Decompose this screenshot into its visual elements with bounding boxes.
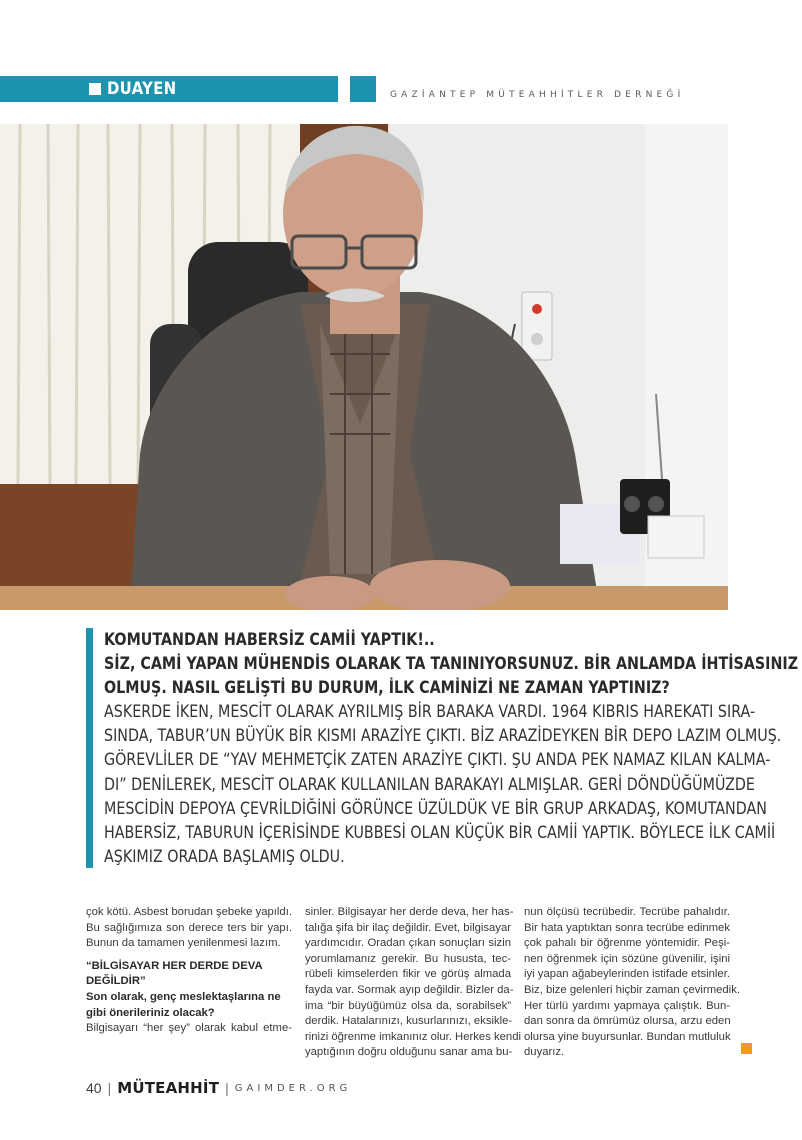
body-line: çok pahalı bir öğrenme yöntemidir. Peşi- (524, 937, 730, 950)
body-line: yaptığının doğru olduğunu sanar ama bu- (305, 1046, 513, 1059)
body-line: dan sonra da ömrümüz olursa, arzu eden (524, 1015, 731, 1028)
lead-answer-line: GÖREVLİLER DE “YAV MEHMETÇİK ZATEN ARAZİYE ÇIKTI. ŞU ANDA PEK NAMAZ KILAN KALMA- (104, 750, 771, 771)
header-accent-block (350, 76, 376, 102)
lead-answer-line: ASKERDE İKEN, MESCİT OLARAK AYRILMIŞ BİR BARAKA VARDI. 1964 KIBRIS HAREKATI SIRA- (104, 702, 756, 723)
lead-answer-line: HABERSİZ, TABURUN İÇERİSİNDE KUBBESİ OLAN KÜÇÜK BİR CAMİİ YAPTIK. BÖYLECE İLK CAMİİ (104, 822, 776, 843)
portrait-photo (0, 124, 728, 610)
body-line: Bu sağlığımıza son derece ters bir yapı. (86, 921, 292, 934)
body-line: rinizi öğrenme imkanınız olur. Herkes kendi (305, 1030, 521, 1043)
body-line: nen öğrenmek için sözüne güvenilir, işini (524, 952, 730, 965)
interview-question (86, 990, 292, 1021)
end-mark-square (741, 1043, 752, 1054)
lead-answer-line: DI” DENİLEREK, MESCİT OLARAK KULLANILAN BARAKAYI ALMIŞLAR. GERİ DÖNDÜĞÜMÜZDE (104, 774, 755, 795)
body-line: Her türlü yardımı yapmaya çalıştık. Bun- (524, 999, 730, 1012)
body-line: yorumlamanız gerekir. Bu hususta, tec- (305, 952, 511, 965)
body-line: Bir hata yaptıktan sonra tecrübe edinmek (524, 921, 730, 934)
lead-question-line: OLMUŞ. NASIL GELİŞTİ BU DURUM, İLK CAMİNİZİ NE ZAMAN YAPTINIZ? (104, 678, 670, 699)
lead-answer-line: SINDA, TABUR’UN BÜYÜK BİR KISMI ARAZİYE ÇIKTI. BİZ ARAZİDEYKEN BİR DEPO LAZIM OLMUŞ. (104, 726, 782, 747)
body-line: fayda var. Sormak ayıp değildir. Bizler da- (305, 983, 514, 996)
lead-question-line: SİZ, CAMİ YAPAN MÜHENDİS OLARAK TA TANINIYORSUNUZ. BİR ANLAMDA İHTİSASINIZ (104, 654, 799, 675)
body-line: sinler. Bilgisayar her derde deva, her has- (305, 906, 514, 918)
body-line: rübeli kimselerden fikir ve görüş almada (305, 968, 511, 981)
subheading (86, 959, 292, 990)
body-line: duyarız. (524, 1046, 565, 1059)
body-line: Bunun da tamamen yenilenmesi lazım. (86, 937, 281, 950)
lead-block (104, 628, 799, 869)
subheading-line: “BİLGİSAYAR HER DERDE DEVA (86, 959, 263, 972)
body-line: derdik. Hatalarınızı, kusurlarınızı, eksikle- (305, 1015, 513, 1028)
website-link[interactable]: GAIMDER.ORG (234, 1082, 352, 1094)
body-line: iyi yapan ağabeylerinden istifade etsinler. (524, 968, 730, 981)
question-line: gibi önerileriniz olacak? (86, 1006, 215, 1019)
text-column-1 (86, 905, 292, 1037)
lead-answer-line: AŞKIMIZ ORADA BAŞLAMIŞ OLDU. (104, 846, 345, 867)
lead-question-line: KOMUTANDAN HABERSİZ CAMİİ YAPTIK!.. (104, 630, 435, 650)
body-line: olursa yine buyursunlar. Bundan mutluluk (524, 1030, 731, 1043)
footer-separator: | (107, 1080, 112, 1096)
text-column-2 (305, 905, 521, 1061)
body-line: çok kötü. Asbest borudan şebeke yapıldı. (86, 906, 292, 918)
organization-name: GAZİANTEP MÜTEAHHİTLER DERNEĞİ (390, 90, 685, 100)
body-line: Biz, bize gelenleri hiçbir zaman çevirmedik. (524, 983, 740, 996)
body-line: yardımcıdır. Oradan çıkan sonuçları sizin (305, 937, 511, 950)
body-line: ima “bir büyüğümüz olsa da, sorabilsek” (305, 999, 511, 1012)
body-line: nun ölçüsü tecrübedir. Tecrübe pahalıdır. (524, 906, 730, 918)
section-label: DUAYEN (107, 79, 177, 99)
subheading-line: DEĞİLDİR” (86, 975, 146, 988)
magazine-name: MÜTEAHHİT (117, 1079, 220, 1097)
question-line: Son olarak, genç meslektaşlarına ne (86, 990, 281, 1003)
page-number: 40 (86, 1080, 102, 1096)
footer-separator: | (225, 1080, 229, 1096)
body-line: talığa şifa bir ilaç değildir. Evet, bilgisayar (305, 921, 511, 934)
page-footer (86, 1078, 351, 1098)
lead-answer-line: MESCİDİN DEPOYA ÇEVRİLDİĞİNİ GÖRÜNCE ÜZÜLDÜK VE BİR GRUP ARKADAŞ, KOMUTANDAN (104, 798, 767, 819)
text-column-3 (524, 905, 740, 1061)
body-line: Bilgisayarı “her şey” olarak kabul etme- (86, 1022, 292, 1035)
section-square-icon (89, 83, 101, 95)
lead-accent-bar (86, 628, 93, 868)
